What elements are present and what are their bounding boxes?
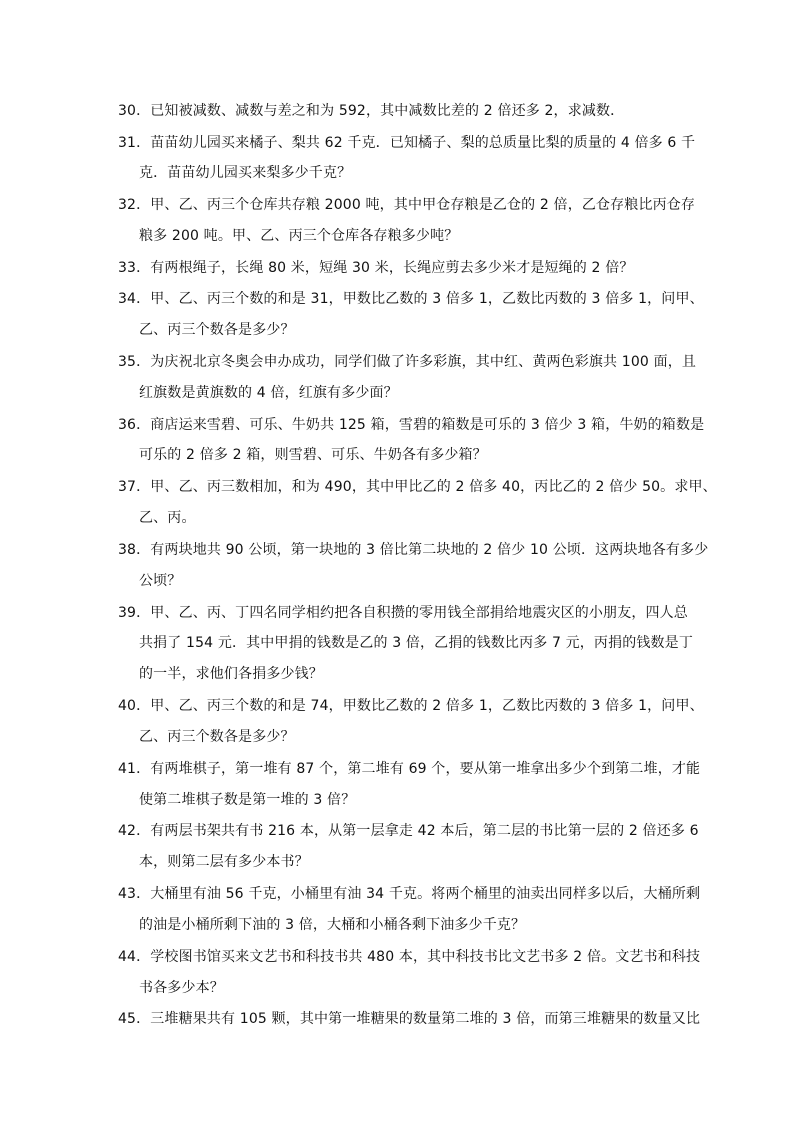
problem-line: 44．学校图书馆买来文艺书和科技书共 480 本，其中科技书比文艺书多 2 倍。文艺书和科技	[118, 949, 701, 965]
problem-line: 的油是小桶所剩下油的 3 倍，大桶和小桶各剩下油多少千克？	[139, 917, 526, 933]
problem-line: 31．苗苗幼儿园买来橘子、梨共 62 千克．已知橘子、梨的总质量比梨的质量的 4 倍多 6 千	[118, 135, 696, 151]
problem-line: 33．有两根绳子，长绳 80 米，短绳 30 米，长绳应剪去多少米才是短绳的 2 倍？	[118, 260, 634, 276]
problem-line: 乙、丙三个数各是多少？	[139, 322, 295, 338]
problem-line: 红旗数是黄旗数的 4 倍，红旗有多少面？	[139, 385, 398, 401]
problem-line: 37．甲、乙、丙三数相加，和为 490，其中甲比乙的 2 倍多 40，丙比乙的 2 倍少 50。求甲、	[118, 479, 717, 495]
problem-line: 35．为庆祝北京冬奥会申办成功，同学们做了许多彩旗，其中红、黄两色彩旗共 100 面，且	[118, 354, 697, 370]
problem-line: 38．有两块地共 90 公顷，第一块地的 3 倍比第二块地的 2 倍少 10 公顷．这两块地各有多少	[118, 542, 709, 558]
problem-line: 本，则第二层有多少本书？	[139, 854, 309, 870]
problem-line: 乙、丙三个数各是多少？	[139, 729, 295, 745]
problem-line: 34．甲、乙、丙三个数的和是 31，甲数比乙数的 3 倍多 1，乙数比丙数的 3 倍多 1，问甲、	[118, 291, 704, 307]
problem-line: 32．甲、乙、丙三个仓库共存粮 2000 吨，其中甲仓存粮是乙仓的 2 倍，乙仓存粮比丙仓存	[118, 197, 696, 213]
problem-line: 39．甲、乙、丙、丁四名同学相约把各自积攒的零用钱全部捐给地震灾区的小朋友，四人总	[118, 605, 688, 621]
problem-line: 使第二堆棋子数是第一堆的 3 倍？	[139, 792, 356, 808]
problem-line: 乙、丙。	[139, 510, 196, 526]
problem-line: 克．苗苗幼儿园买来梨多少千克？	[139, 165, 352, 181]
problem-line: 共捐了 154 元．其中甲捐的钱数是乙的 3 倍，乙捐的钱数比丙多 7 元，丙捐的钱数是丁	[139, 635, 693, 651]
problem-line: 可乐的 2 倍多 2 箱，则雪碧、可乐、牛奶各有多少箱？	[139, 447, 487, 463]
problem-line: 43．大桶里有油 56 千克，小桶里有油 34 千克。将两个桶里的油卖出同样多以后，大桶所剩	[118, 886, 701, 902]
problem-line: 36．商店运来雪碧、可乐、牛奶共 125 箱，雪碧的箱数是可乐的 3 倍少 3 箱，牛奶的箱数是	[118, 417, 705, 433]
problem-line: 40．甲、乙、丙三个数的和是 74，甲数比乙数的 2 倍多 1，乙数比丙数的 3 倍多 1，问甲、	[118, 698, 704, 714]
problem-line: 书各多少本？	[139, 980, 224, 996]
problem-line: 的一半，求他们各捐多少钱？	[139, 666, 323, 682]
problem-line: 公顷？	[139, 573, 182, 589]
problem-line: 41．有两堆棋子，第一堆有 87 个，第二堆有 69 个，要从第一堆拿出多少个到第二堆，才能	[118, 761, 701, 777]
problem-line: 粮多 200 吨。甲、乙、丙三个仓库各存粮多少吨？	[139, 228, 459, 244]
problem-line: 42．有两层书架共有书 216 本，从第一层拿走 42 本后，第二层的书比第一层的 2 倍还多 6	[118, 823, 699, 839]
problem-line: 30．已知被减数、减数与差之和为 592，其中减数比差的 2 倍还多 2，求减数．	[118, 103, 625, 119]
problem-line: 45．三堆糖果共有 105 颗，其中第一堆糖果的数量第二堆的 3 倍，而第三堆糖果的数量又比	[118, 1011, 701, 1027]
